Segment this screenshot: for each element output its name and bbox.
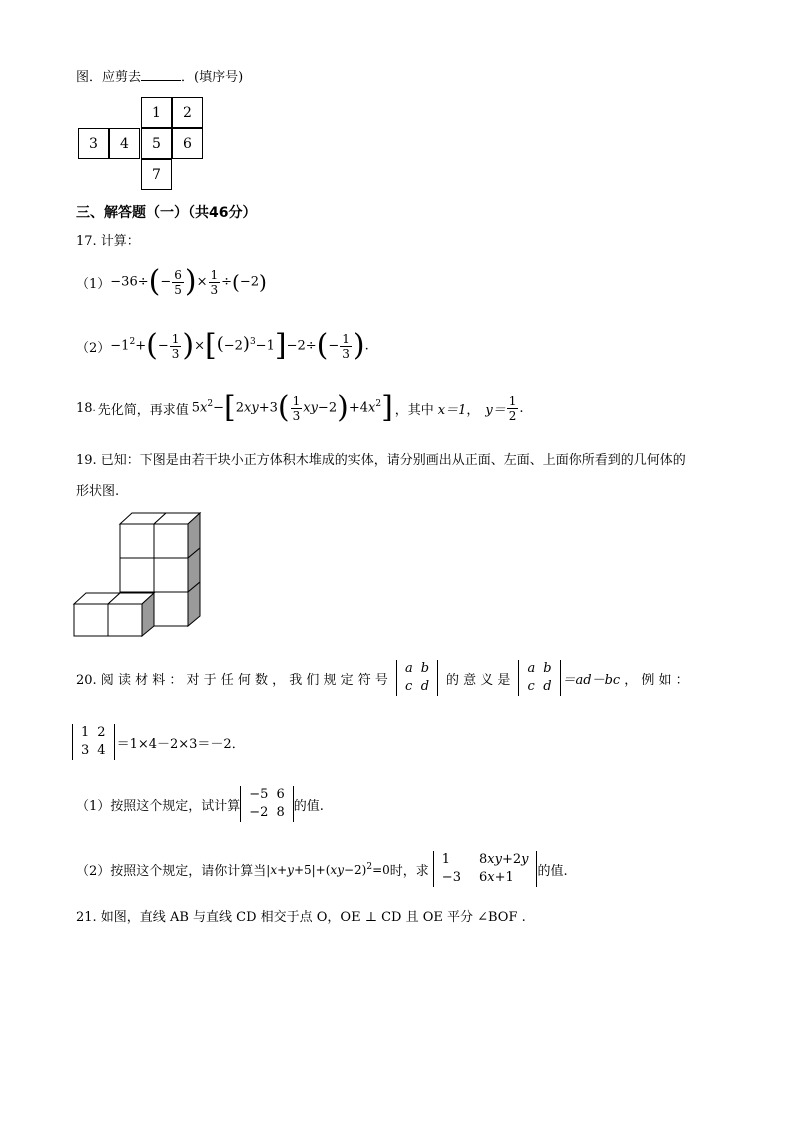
determinant-definition: a b c d [518,660,560,696]
net-cell-2: 2 [172,97,203,128]
q19-line1: 19. 已知：下图是由若干块小正方体积木堆成的实体，请分别画出从正面、左面、上面你所看到的几何体的 [76,453,686,468]
q17-p1-expression: −36÷(− $\frac{6}{5}$ )× $\frac{1}{3}$ ÷(−2) [110,264,267,299]
q20-part2: （2）按照这个规定，请你计算当 $|x+y+5|+(xy-2)^2=0$ 时，求 1 8xy+2y −3 6x+1 的值. [76,852,568,885]
q18-expression: $5x^2-[2xy+3$( $\frac{1}{3}$ $xy-2)+4x^2$] [191,390,393,425]
net-cell-5: 5 [141,128,172,159]
q18: 18 . 先化简，再求值 $5x^2-[2xy+3$( $\frac{1}{3}$ $xy-2)+4x^2$] ，其中 x＝1 ， y＝ $\frac{1}{2}$ . [76,390,524,425]
q20-example: 1 2 3 4 ＝1×4－2×3＝－2． [72,720,245,764]
determinant-part1: −5 6 −2 8 [240,786,293,822]
q17-part1: （1） −36÷(− $\frac{6}{5}$ )× $\frac{1}{3}$ ÷(−2) [76,264,267,299]
q17-p2-expression: $-1^2+(-$ $\frac{1}{3}$ )$\times[(-2)^3-1]-2\div(-$ $\frac{1}{3}$ ). [110,328,369,363]
net-cell-1: 1 [141,97,172,128]
net-cell-4: 4 [109,128,140,159]
q17-part2: （2） $-1^2+(-$ $\frac{1}{3}$ )$\times[(-2)^3-1]-2\div(-$ $\frac{1}{3}$ ). [76,328,369,363]
q17-title: 17. 计算： [76,234,140,249]
net-cell-3: 3 [78,128,109,159]
net-cell-6: 6 [172,128,203,159]
q20-part1: （1）按照这个规定，试计算 −5 6 −2 8 的值. [76,787,324,820]
q20-p2-condition: $|x+y+5|+(xy-2)^2=0$ [266,861,390,877]
q16-tail: 图．应剪去 ．(填序号) [76,70,244,85]
determinant-example: 1 2 3 4 [72,724,115,760]
cube-stack-figure [70,508,210,642]
section-heading: 三、解答题（一）（共46分） [76,205,257,221]
q20-intro: 20. 阅 读 材 料 ： 对 于 任 何 数 ， 我 们 规 定 符 号 a b c d 的 意 义 是 a b c d ＝ad－bc ， 例 如 ： [76,661,689,694]
net-cell-7: 7 [141,159,172,190]
q21: 21. 如图，直线 AB 与直线 CD 相交于点 O，OE ⊥ CD 且 OE 平分 ∠BOF . [76,910,526,925]
answer-blank [141,80,181,81]
determinant-part2: 1 8xy+2y −3 6x+1 [433,851,538,887]
q19-line2: 形状图. [76,484,120,499]
determinant-symbol: a b c d [396,660,438,696]
